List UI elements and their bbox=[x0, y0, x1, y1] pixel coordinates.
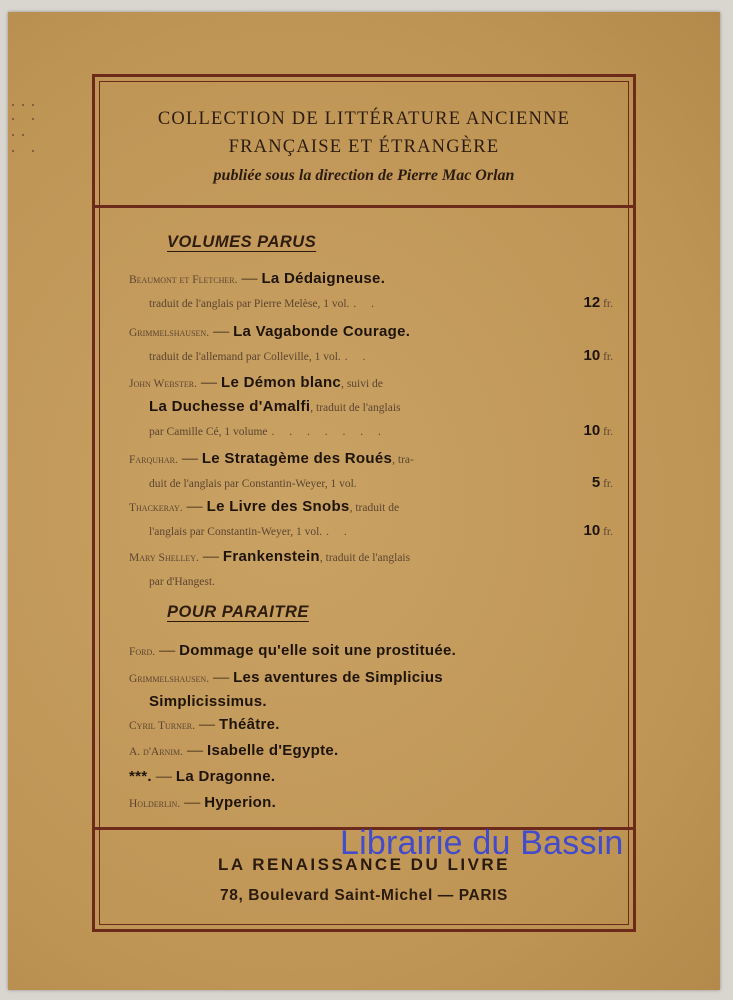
list-item bbox=[129, 639, 613, 663]
entry-translation: duit de l'anglais par Constantin-Weyer, 1 vol. bbox=[149, 478, 357, 490]
collection-direction: publiée sous la direction de Pierre Mac Orlan bbox=[213, 167, 515, 184]
price-unit: fr. bbox=[600, 426, 613, 438]
entry-dash: — bbox=[182, 498, 207, 515]
list-item bbox=[129, 267, 613, 315]
entry-note: , traduit de l'anglais bbox=[319, 552, 411, 564]
list-item bbox=[129, 666, 613, 714]
entry-dash: — bbox=[182, 742, 207, 759]
entry-translation: par Camille Cé, 1 volume bbox=[149, 426, 268, 438]
entry-price bbox=[592, 471, 613, 496]
entry-second-title: La Duchesse d'Amalfi bbox=[149, 398, 311, 415]
price-unit: fr. bbox=[600, 298, 613, 310]
entry-dash: — bbox=[209, 323, 234, 340]
entry-title: Isabelle d'Egypte. bbox=[206, 742, 339, 759]
entry-dash: — bbox=[155, 642, 180, 659]
price-unit: fr. bbox=[600, 351, 613, 363]
entry-price bbox=[584, 291, 613, 316]
entry-dash: — bbox=[195, 716, 220, 733]
entry-leader-dots: . . bbox=[326, 526, 353, 538]
price-unit: fr. bbox=[600, 526, 613, 538]
entry-leader-dots: . . bbox=[344, 351, 372, 363]
entry-title: Les aventures de Simplicius bbox=[233, 669, 443, 686]
entry-leader-dots: . . . . . . . bbox=[271, 426, 387, 438]
entry-author: Grimmelshausen. bbox=[129, 327, 210, 339]
entry-dash: — bbox=[180, 794, 205, 811]
list-item bbox=[129, 371, 613, 443]
entry-translation: traduit de l'anglais par Pierre Melèse, 1 vol. bbox=[149, 298, 350, 310]
entry-title: Le Livre des Snobs bbox=[206, 498, 350, 515]
list-item bbox=[129, 447, 613, 495]
entry-author: John Webster. bbox=[129, 378, 197, 390]
publisher-address: 78, Boulevard Saint-Michel — PARIS bbox=[220, 887, 508, 904]
entry-title: Hyperion. bbox=[204, 794, 277, 811]
collection-title-line1: COLLECTION DE LITTÉRATURE ANCIENNE bbox=[157, 109, 571, 129]
entry-dash: — bbox=[197, 374, 221, 391]
entry-author: Mary Shelley. bbox=[129, 552, 199, 564]
list-item bbox=[129, 791, 613, 815]
price-value: 5 bbox=[591, 474, 601, 491]
entry-title: Théâtre. bbox=[219, 716, 280, 733]
entry-author: Holderlin. bbox=[129, 798, 181, 810]
edge-perforation-marks bbox=[8, 104, 42, 164]
entry-author: Beaumont et Fletcher. bbox=[129, 274, 238, 286]
entry-price bbox=[584, 419, 613, 444]
entry-author: Grimmelshausen. bbox=[129, 673, 210, 685]
entry-note: , tra- bbox=[392, 454, 414, 466]
price-value: 10 bbox=[583, 422, 601, 439]
entry-dash: — bbox=[237, 270, 262, 287]
entry-author: Farquhar. bbox=[129, 454, 178, 466]
header-divider bbox=[95, 205, 633, 208]
entry-title: Le Démon blanc bbox=[221, 374, 342, 391]
entry-title: La Vagabonde Courage. bbox=[233, 323, 411, 340]
list-item bbox=[129, 495, 613, 543]
section-pour-paraitre: POUR PARAITRE bbox=[167, 603, 309, 621]
entry-price bbox=[584, 519, 613, 544]
list-item bbox=[129, 739, 613, 763]
entry-author: Thackeray. bbox=[129, 502, 183, 514]
entry-dash: — bbox=[198, 548, 223, 565]
section-volumes-parus: VOLUMES PARUS bbox=[167, 233, 317, 251]
entry-translation: par d'Hangest. bbox=[149, 576, 215, 588]
entry-title: Le Stratagème des Roués bbox=[201, 450, 393, 467]
entry-author: Ford. bbox=[129, 646, 156, 658]
price-value: 10 bbox=[583, 522, 601, 539]
entry-author: A. d'Arnim. bbox=[129, 746, 183, 758]
entry-translation: l'anglais par Constantin-Weyer, 1 vol. bbox=[149, 526, 323, 538]
entry-leader-dots: . . bbox=[353, 298, 381, 310]
entry-author: ***. bbox=[129, 768, 152, 785]
entry-price bbox=[584, 344, 613, 369]
entry-title: La Dragonne. bbox=[175, 768, 276, 785]
price-value: 10 bbox=[583, 347, 601, 364]
entry-title: Frankenstein bbox=[222, 548, 320, 565]
list-item bbox=[129, 713, 613, 737]
entry-title-continued: Simplicissimus. bbox=[149, 693, 267, 710]
price-value: 12 bbox=[583, 294, 601, 311]
publisher-name: LA RENAISSANCE DU LIVRE bbox=[217, 855, 511, 874]
bookseller-watermark: Librairie du Bassin bbox=[340, 824, 624, 862]
entry-note: , suivi de bbox=[341, 378, 383, 390]
decorative-frame bbox=[92, 74, 636, 932]
list-item bbox=[129, 320, 613, 368]
entry-note: , traduit de l'anglais bbox=[310, 402, 401, 414]
entry-dash: — bbox=[209, 669, 234, 686]
entry-author: Cyril Turner. bbox=[129, 720, 196, 732]
entry-dash: — bbox=[177, 450, 202, 467]
entry-translation: traduit de l'allemand par Colleville, 1 vol. bbox=[149, 351, 341, 363]
collection-header bbox=[95, 105, 633, 191]
entry-title: La Dédaigneuse. bbox=[261, 270, 386, 287]
list-item bbox=[129, 765, 613, 789]
entry-dash: — bbox=[151, 768, 176, 785]
entry-title: Dommage qu'elle soit une prostituée. bbox=[179, 642, 457, 659]
entry-note: , traduit de bbox=[349, 502, 400, 514]
collection-title-line2: FRANÇAISE ET ÉTRANGÈRE bbox=[228, 137, 500, 157]
list-item bbox=[129, 545, 613, 593]
price-unit: fr. bbox=[600, 478, 613, 490]
